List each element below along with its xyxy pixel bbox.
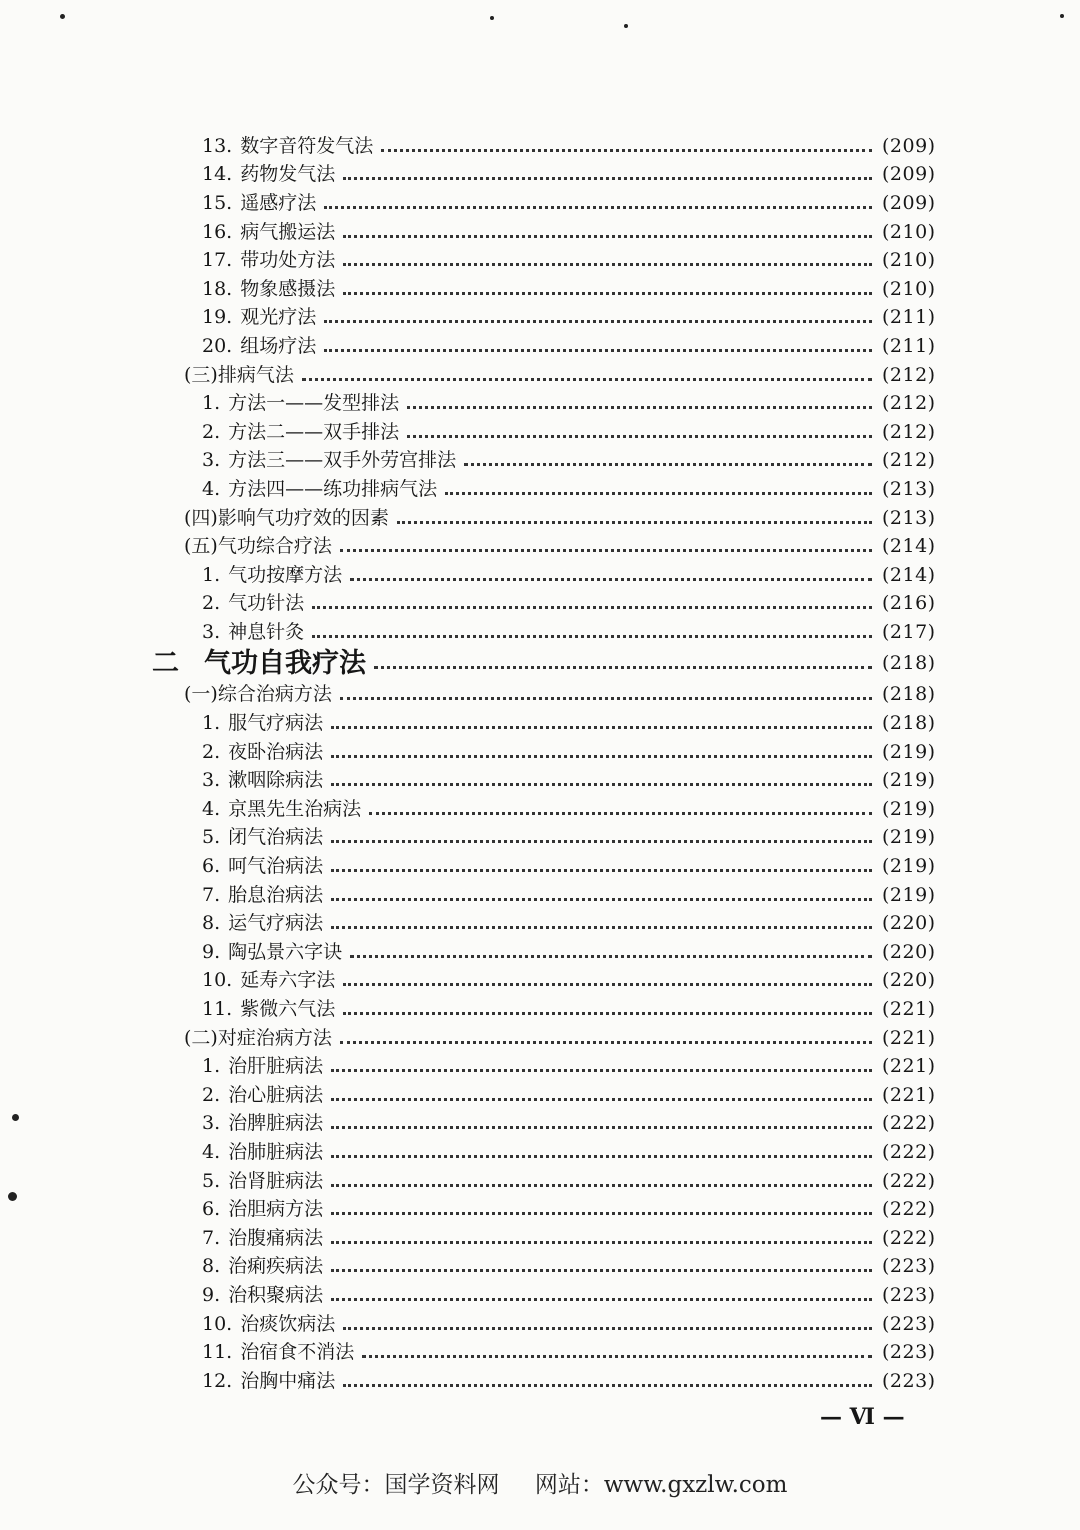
dot-leader (381, 149, 872, 152)
toc-entry-number: 3. (202, 620, 221, 643)
toc-entry-title: 对症治病方法 (217, 1026, 332, 1049)
toc-entry-row (0, 1081, 1080, 1110)
toc-entry-title: 夜卧治病法 (228, 740, 324, 763)
footer-website: 网站：www.gxzlw.com (534, 1472, 788, 1498)
toc-entry-title: 药物发气法 (240, 163, 336, 186)
dot-leader (331, 726, 872, 729)
dot-leader (343, 1384, 872, 1387)
toc-entry-page: (213) (882, 506, 936, 529)
toc-entry-row (0, 447, 1080, 476)
toc-entry-number: 二 (152, 648, 179, 680)
toc-entry-page: (219) (882, 883, 936, 906)
toc-entry-row (0, 766, 1080, 795)
toc-entry-page: (221) (882, 1083, 936, 1106)
dot-leader (331, 840, 872, 843)
toc-entry-page: (222) (882, 1169, 936, 1192)
toc-section-row (0, 532, 1080, 561)
dot-leader (343, 1012, 872, 1015)
toc-entry-number: 5. (202, 826, 221, 849)
table-of-contents (0, 132, 1080, 1396)
toc-entry-number: 9. (202, 940, 221, 963)
toc-entry-number: (三) (184, 363, 218, 386)
toc-section-row (0, 681, 1080, 710)
dot-leader (331, 1069, 872, 1072)
toc-entry-row (0, 909, 1080, 938)
dot-leader (343, 177, 872, 180)
dot-leader (302, 378, 872, 381)
scan-speck (1060, 14, 1064, 18)
toc-entry-page: (213) (882, 477, 936, 500)
toc-entry-title: 排病气法 (217, 363, 294, 386)
toc-entry-title: 运气疗病法 (228, 912, 324, 935)
toc-entry-number: 2. (202, 420, 221, 443)
toc-entry-row (0, 1338, 1080, 1367)
toc-entry-row (0, 1167, 1080, 1196)
toc-entry-page: (209) (882, 191, 936, 214)
toc-entry-number: 3. (202, 769, 221, 792)
toc-entry-number: 16. (202, 220, 233, 243)
toc-entry-row (0, 332, 1080, 361)
toc-entry-row (0, 590, 1080, 619)
dot-leader (331, 1184, 872, 1187)
dot-leader (350, 955, 872, 958)
toc-entry-title: 紫微六气法 (240, 998, 336, 1021)
toc-entry-number: 18. (202, 277, 233, 300)
toc-entry-title: 神息针灸 (228, 620, 305, 643)
toc-entry-row (0, 1052, 1080, 1081)
toc-entry-page: (219) (882, 855, 936, 878)
dot-leader (397, 521, 872, 524)
toc-entry-page: (212) (882, 420, 936, 443)
toc-entry-page: (211) (882, 306, 936, 329)
toc-entry-row (0, 1110, 1080, 1139)
toc-entry-row (0, 189, 1080, 218)
dot-leader (312, 635, 872, 638)
dot-leader (312, 606, 872, 609)
toc-entry-title: 方法二——双手排法 (228, 420, 400, 443)
toc-entry-title: 方法四——练功排病气法 (228, 477, 438, 500)
dot-leader (445, 492, 872, 495)
toc-entry-number: 2. (202, 1083, 221, 1106)
dot-leader (331, 755, 872, 758)
toc-entry-row (0, 967, 1080, 996)
toc-entry-page: (218) (882, 683, 936, 706)
dot-leader (331, 783, 872, 786)
toc-entry-row (0, 561, 1080, 590)
toc-entry-title: 延寿六字法 (240, 969, 336, 992)
toc-entry-title: 治脾脏病法 (228, 1112, 324, 1135)
dot-leader (343, 1327, 872, 1330)
toc-entry-row (0, 618, 1080, 647)
toc-entry-row (0, 852, 1080, 881)
toc-entry-number: (四) (184, 506, 218, 529)
toc-entry-number: 11. (202, 998, 233, 1021)
toc-entry-number: 4. (202, 477, 221, 500)
toc-entry-row (0, 709, 1080, 738)
toc-entry-title: 组场疗法 (240, 334, 317, 357)
toc-entry-page: (223) (882, 1255, 936, 1278)
toc-entry-row (0, 881, 1080, 910)
toc-entry-page: (223) (882, 1341, 936, 1364)
toc-entry-page: (223) (882, 1312, 936, 1335)
dot-leader (331, 898, 872, 901)
toc-entry-number: 12. (202, 1369, 233, 1392)
toc-entry-row (0, 1224, 1080, 1253)
toc-entry-page: (212) (882, 363, 936, 386)
toc-entry-title: 治腹痛病法 (228, 1226, 324, 1249)
toc-entry-title: 方法一——发型排法 (228, 392, 400, 415)
dot-leader (350, 578, 872, 581)
toc-entry-page: (220) (882, 940, 936, 963)
toc-entry-row (0, 418, 1080, 447)
dot-leader (324, 349, 872, 352)
dot-leader (331, 1298, 872, 1301)
dot-leader (340, 697, 872, 700)
dot-leader (331, 1155, 872, 1158)
page-folio: — Ⅵ — (820, 1404, 905, 1430)
toc-entry-title: 漱咽除病法 (228, 769, 324, 792)
toc-entry-page: (221) (882, 1026, 936, 1049)
toc-entry-number: 4. (202, 1140, 221, 1163)
toc-entry-page: (218) (882, 652, 936, 675)
toc-entry-title: 观光疗法 (240, 306, 317, 329)
toc-entry-title: 治肺脏病法 (228, 1140, 324, 1163)
toc-entry-number: 6. (202, 1198, 221, 1221)
toc-entry-number: 1. (202, 392, 221, 415)
toc-entry-number: 20. (202, 334, 233, 357)
toc-entry-page: (211) (882, 334, 936, 357)
toc-entry-number: 3. (202, 449, 221, 472)
toc-entry-title: 服气疗病法 (228, 712, 324, 735)
toc-entry-title: 治肾脏病法 (228, 1169, 324, 1192)
toc-entry-number: 15. (202, 191, 233, 214)
toc-entry-number: 8. (202, 1255, 221, 1278)
toc-entry-page: (222) (882, 1140, 936, 1163)
toc-entry-page: (216) (882, 592, 936, 615)
toc-section-row (0, 1024, 1080, 1053)
dot-leader (331, 1098, 872, 1101)
toc-entry-page: (210) (882, 249, 936, 272)
toc-entry-number: 1. (202, 712, 221, 735)
toc-entry-page: (214) (882, 535, 936, 558)
toc-entry-row (0, 1367, 1080, 1396)
dot-leader (362, 1355, 872, 1358)
toc-entry-title: 治痰饮病法 (240, 1312, 336, 1335)
toc-entry-number: 9. (202, 1283, 221, 1306)
scan-speck (60, 14, 65, 19)
footer-account: 公众号：国学资料网 (292, 1472, 500, 1498)
dot-leader (343, 235, 872, 238)
toc-entry-page: (218) (882, 712, 936, 735)
dot-leader (407, 435, 872, 438)
toc-entry-page: (222) (882, 1112, 936, 1135)
dot-leader (331, 869, 872, 872)
toc-entry-page: (219) (882, 826, 936, 849)
toc-entry-title: 综合治病方法 (217, 683, 332, 706)
toc-section-row (0, 504, 1080, 533)
toc-entry-row (0, 218, 1080, 247)
toc-entry-title: 治肝脏病法 (228, 1055, 324, 1078)
dot-leader (343, 983, 872, 986)
toc-entry-title: 呵气治病法 (228, 855, 324, 878)
toc-entry-row (0, 1253, 1080, 1282)
toc-entry-page: (210) (882, 277, 936, 300)
toc-entry-page: (219) (882, 769, 936, 792)
toc-entry-number: 2. (202, 740, 221, 763)
toc-entry-row (0, 795, 1080, 824)
toc-entry-row (0, 132, 1080, 161)
toc-entry-row (0, 275, 1080, 304)
toc-entry-number: 19. (202, 306, 233, 329)
toc-entry-number: 2. (202, 592, 221, 615)
toc-entry-number: 8. (202, 912, 221, 935)
toc-entry-title: 物象感摄法 (240, 277, 336, 300)
toc-entry-title: 治心脏病法 (228, 1083, 324, 1106)
toc-entry-number: 6. (202, 855, 221, 878)
toc-entry-title: 影响气功疗效的因素 (217, 506, 389, 529)
toc-entry-page: (212) (882, 449, 936, 472)
dot-leader (343, 263, 872, 266)
toc-entry-number: 17. (202, 249, 233, 272)
toc-entry-page: (209) (882, 163, 936, 186)
toc-entry-title: 治胸中痛法 (240, 1369, 336, 1392)
dot-leader (331, 1241, 872, 1244)
dot-leader (343, 292, 872, 295)
toc-entry-page: (219) (882, 797, 936, 820)
toc-entry-page: (222) (882, 1198, 936, 1221)
toc-entry-page: (221) (882, 1055, 936, 1078)
toc-entry-title: 数字音符发气法 (240, 134, 374, 157)
toc-entry-number: (一) (184, 683, 218, 706)
toc-entry-title: 气功针法 (228, 592, 305, 615)
toc-entry-row (0, 995, 1080, 1024)
toc-entry-number: 4. (202, 797, 221, 820)
dot-leader (324, 206, 872, 209)
dot-leader (331, 1269, 872, 1272)
toc-entry-row (0, 304, 1080, 333)
toc-entry-number: 1. (202, 1055, 221, 1078)
toc-entry-row (0, 1138, 1080, 1167)
toc-entry-row (0, 161, 1080, 190)
toc-entry-number: 3. (202, 1112, 221, 1135)
footer (0, 1466, 1080, 1499)
toc-entry-page: (220) (882, 969, 936, 992)
toc-entry-title: 方法三——双手外劳宫排法 (228, 449, 457, 472)
toc-entry-number: 11. (202, 1341, 233, 1364)
toc-entry-number: 10. (202, 1312, 233, 1335)
toc-entry-row (0, 738, 1080, 767)
toc-entry-row (0, 1195, 1080, 1224)
dot-leader (340, 1041, 872, 1044)
dot-leader (369, 812, 872, 815)
toc-entry-number: 7. (202, 1226, 221, 1249)
dot-leader (340, 549, 872, 552)
toc-entry-row (0, 1310, 1080, 1339)
toc-entry-title: 治积聚病法 (228, 1283, 324, 1306)
scan-speck (490, 16, 494, 20)
toc-entry-number: 10. (202, 969, 233, 992)
toc-entry-title: 病气搬运法 (240, 220, 336, 243)
toc-entry-number: 1. (202, 563, 221, 586)
toc-entry-row (0, 824, 1080, 853)
toc-entry-title: 胎息治病法 (228, 883, 324, 906)
toc-entry-title: 遥感疗法 (240, 191, 317, 214)
toc-entry-number: 5. (202, 1169, 221, 1192)
toc-entry-title: 京黑先生治病法 (228, 797, 362, 820)
toc-entry-title: 治宿食不消法 (240, 1341, 355, 1364)
dot-leader (464, 463, 872, 466)
toc-entry-page: (220) (882, 912, 936, 935)
toc-entry-title: 气功按摩方法 (228, 563, 343, 586)
toc-entry-row (0, 246, 1080, 275)
toc-entry-page: (210) (882, 220, 936, 243)
toc-entry-row (0, 1281, 1080, 1310)
dot-leader (331, 926, 872, 929)
toc-entry-number: 13. (202, 134, 233, 157)
toc-entry-number: (五) (184, 535, 218, 558)
toc-entry-page: (223) (882, 1283, 936, 1306)
toc-entry-title: 陶弘景六字诀 (228, 940, 343, 963)
toc-entry-title: 气功综合疗法 (217, 535, 332, 558)
toc-chapter-row (0, 647, 1080, 681)
toc-entry-row (0, 475, 1080, 504)
toc-entry-page: (221) (882, 998, 936, 1021)
dot-leader (331, 1126, 872, 1129)
toc-entry-title: 带功处方法 (240, 249, 336, 272)
dot-leader (331, 1212, 872, 1215)
toc-entry-row (0, 389, 1080, 418)
toc-entry-title: 闭气治病法 (228, 826, 324, 849)
dot-leader (407, 406, 872, 409)
toc-section-row (0, 361, 1080, 390)
toc-entry-row (0, 938, 1080, 967)
dot-leader (374, 666, 872, 669)
toc-entry-title: 治胆病方法 (228, 1198, 324, 1221)
dot-leader (324, 320, 872, 323)
toc-entry-number: 7. (202, 883, 221, 906)
toc-entry-page: (219) (882, 740, 936, 763)
toc-entry-page: (212) (882, 392, 936, 415)
toc-entry-title: 气功自我疗法 (204, 648, 366, 680)
toc-entry-number: 14. (202, 163, 233, 186)
toc-entry-page: (217) (882, 620, 936, 643)
toc-entry-title: 治痢疾病法 (228, 1255, 324, 1278)
toc-entry-number: (二) (184, 1026, 218, 1049)
toc-entry-page: (223) (882, 1369, 936, 1392)
scan-speck (624, 24, 628, 28)
toc-entry-page: (209) (882, 134, 936, 157)
toc-entry-page: (222) (882, 1226, 936, 1249)
toc-entry-page: (214) (882, 563, 936, 586)
